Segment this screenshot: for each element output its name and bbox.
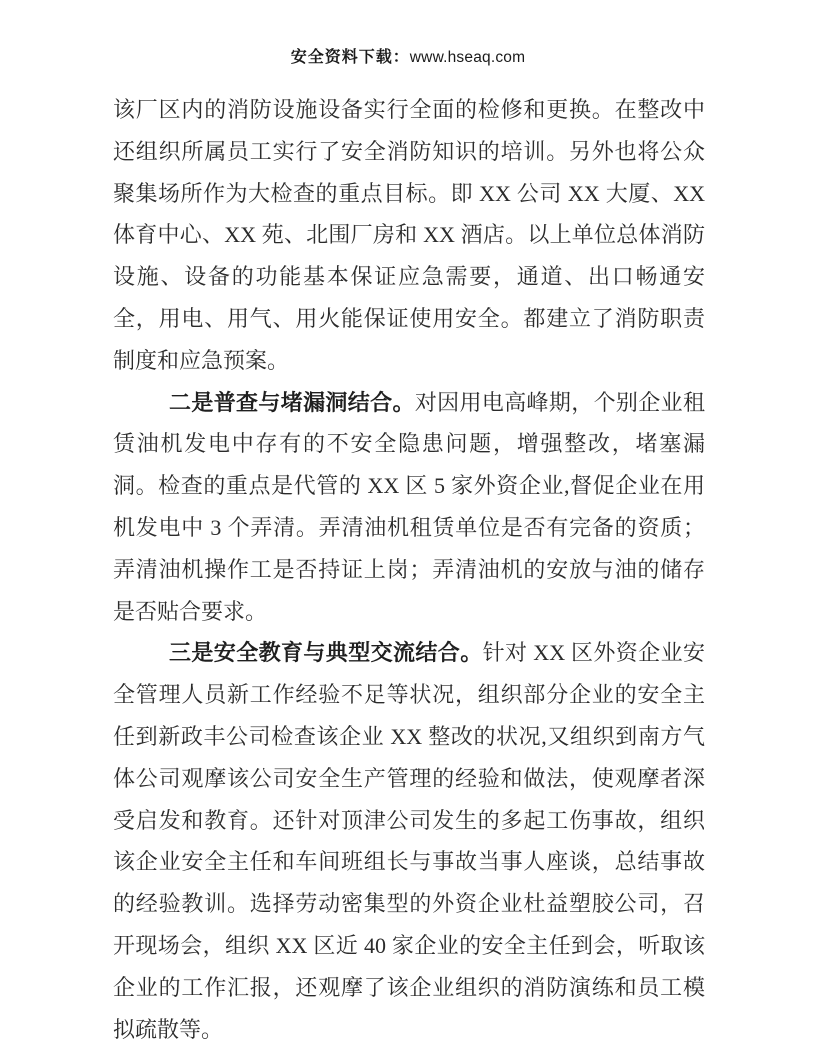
page-header [0, 44, 816, 67]
paragraph-text: 针对 XX 区外资企业安全管理人员新工作经验不足等状况，组织部分企业的安全主任到新政丰公司检查该企业 XX 整改的状况,又组织到南方气体公司观摩该公司安全生产管理的经验和做法，使观摩者深受启发和教育。还针对顶津公司发生的多起工伤事故，组织该企业安全主任和车间班组长与事故当事人座谈，总结事故的经验教训。选择劳动密集型的外资企业杜益塑胶公司，召开现场会，组织 XX 区近 40 家企业的安全主任到会，听取该企业的工作汇报，还观摩了该企业组织的消防演练和员工模拟疏散等。 [113, 640, 705, 1042]
paragraph-text: 该厂区内的消防设施设备实行全面的检修和更换。在整改中还组织所属员工实行了安全消防知识的培训。另外也将公众聚集场所作为大检查的重点目标。即 XX 公司 XX 大厦、XX 体育中心、XX 苑、北围厂房和 XX 酒店。以上单位总体消防设施、设备的功能基本保证应急需要，通道、出口畅通安全，用电、用气、用火能保证使用安全。都建立了消防职责制度和应急预案。 [113, 97, 705, 373]
document-body [113, 89, 705, 1050]
paragraph [113, 89, 705, 382]
paragraph-lead: 二是普查与堵漏洞结合。 [169, 389, 415, 415]
paragraph-text: 对因用电高峰期，个别企业租赁油机发电中存有的不安全隐患问题，增强整改，堵塞漏洞。检查的重点是代管的 XX 区 5 家外资企业,督促企业在用机发电中 3 个弄清。弄清油机租赁单位是否有完备的资质；弄清油机操作工是否持证上岗；弄清油机的安放与油的储存是否贴合要求。 [113, 389, 705, 624]
paragraph [113, 632, 705, 1050]
paragraph [113, 382, 705, 633]
paragraph-lead: 三是安全教育与典型交流结合。 [169, 640, 483, 666]
site-url: www.hseaq.com [409, 49, 526, 66]
download-site-label: 安全资料下载： [290, 49, 410, 66]
